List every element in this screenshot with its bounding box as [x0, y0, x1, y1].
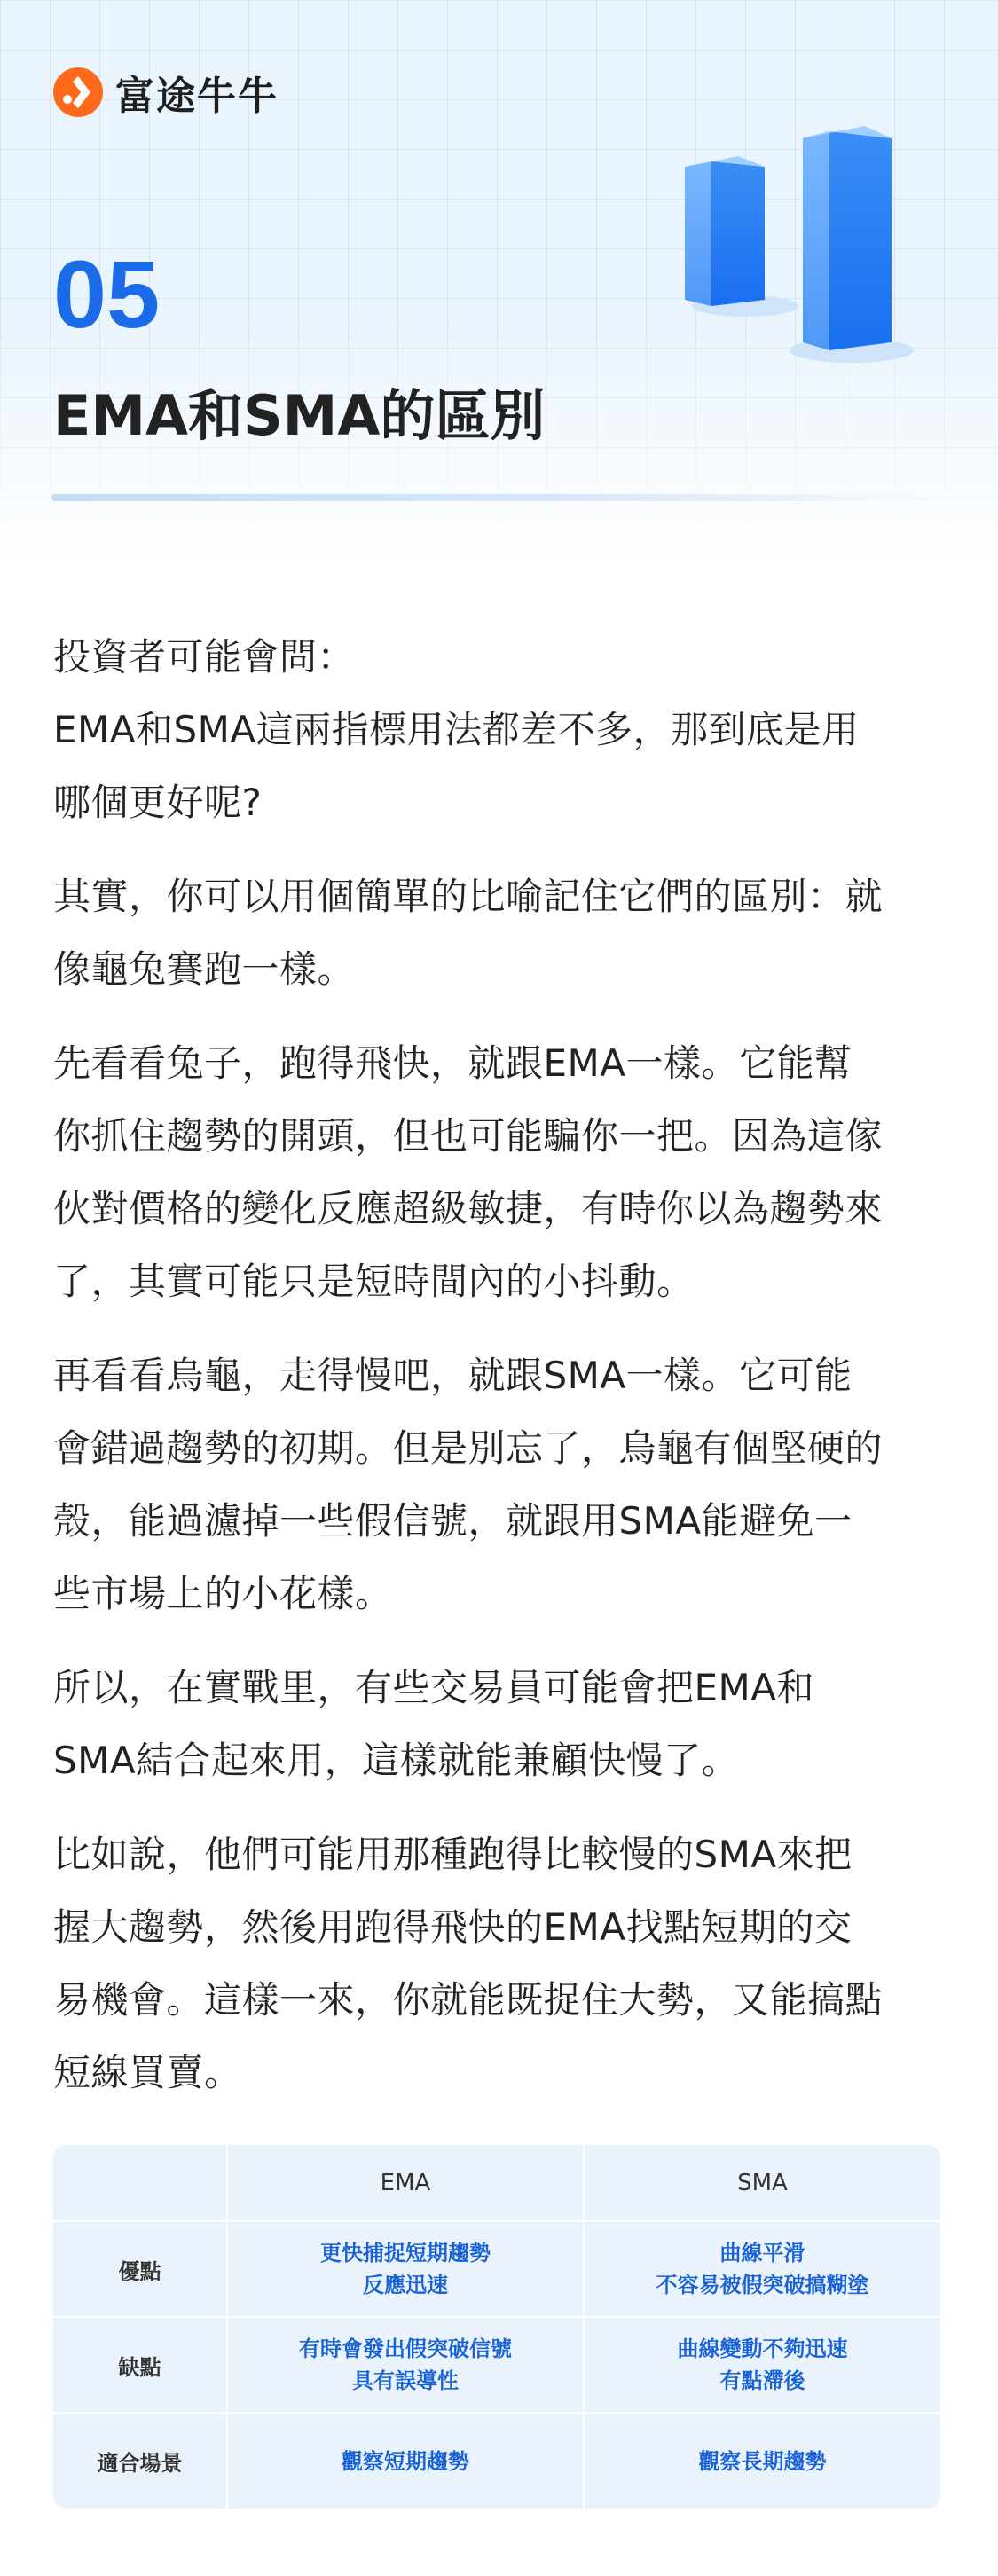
paragraph-line: 握大趨勢，然後用跑得飛快的EMA找點短期的交: [53, 1905, 853, 1949]
paragraph: [53, 1818, 949, 2109]
cell-line: 觀察短期趨勢: [342, 2448, 469, 2474]
section-number: 05: [53, 240, 161, 348]
paragraph-line: 比如說，他們可能用那種跑得比較慢的SMA來把: [53, 1833, 853, 1876]
cell-line: 具有誤導性: [352, 2368, 459, 2393]
cell-sma-pros: [584, 2221, 940, 2317]
cell-line: 反應迅速: [363, 2273, 448, 2297]
row-label-pros: 優點: [53, 2221, 227, 2317]
cell-line: 觀察長期趨勢: [698, 2448, 827, 2474]
cell-line: 曲線變動不夠迅速: [677, 2336, 848, 2361]
cell-ema-cons: [227, 2317, 584, 2413]
cell-line: 不容易被假突破搞糊塗: [656, 2273, 869, 2297]
comparison-table: [53, 2145, 940, 2509]
table-corner-cell: [53, 2145, 227, 2221]
paragraph: [53, 1339, 949, 1630]
paragraph: [53, 1652, 949, 1797]
cell-ema-pros: [227, 2221, 584, 2317]
paragraph-line: 其實，你可以用個簡單的比喻記住它們的區別：就: [53, 875, 884, 918]
paragraph-line: 殼，能過濾掉一些假信號，就跟用SMA能避免一: [53, 1499, 853, 1543]
row-label-cons: 缺點: [53, 2317, 227, 2413]
paragraph-line: 會錯過趨勢的初期。但是別忘了，烏龜有個堅硬的: [53, 1426, 884, 1470]
paragraph-line: 些市場上的小花樣。: [53, 1572, 393, 1615]
brand-logo: [51, 64, 279, 121]
column-header-sma: SMA: [584, 2145, 940, 2221]
cell-sma-cons: [584, 2317, 940, 2413]
table-row: [53, 2317, 940, 2413]
article-body: [53, 621, 949, 2131]
cell-line: 更快捕捉短期趨勢: [320, 2241, 491, 2266]
paragraph-line: 所以，在實戰里，有些交易員可能會把EMA和: [53, 1666, 815, 1709]
cell-line: 有點滯後: [719, 2368, 805, 2393]
column-header-ema: EMA: [227, 2145, 584, 2221]
paragraph: [53, 1027, 949, 1318]
paragraph-line: 再看看烏龜，走得慢吧，就跟SMA一樣。它可能: [53, 1354, 853, 1397]
paragraph-line: 伙對價格的變化反應超級敏捷，有時你以為趨勢來: [53, 1187, 884, 1230]
futu-logo-icon: [51, 66, 105, 119]
paragraph-line: 了，其實可能只是短時間內的小抖動。: [53, 1260, 695, 1303]
cell-sma-use-case: [584, 2413, 940, 2509]
section-title: EMA和SMA的區別: [53, 383, 546, 448]
paragraph-line: 哪個更好呢?: [53, 781, 263, 824]
brand-name: 富途牛牛: [115, 74, 279, 119]
paragraph-line: 易機會。這樣一來，你就能既捉住大勢，又能搞點: [53, 1978, 884, 2022]
paragraph: [53, 860, 949, 1006]
paragraph-line: 你抓住趨勢的開頭，但也可能騙你一把。因為這傢: [53, 1114, 884, 1158]
paragraph-line: 像龜兔賽跑一樣。: [53, 947, 356, 991]
paragraph-line: 先看看兔子，跑得飛快，就跟EMA一樣。它能幫: [53, 1041, 853, 1085]
table-row: [53, 2221, 940, 2317]
bar-chart-illustration-icon: [674, 115, 940, 373]
paragraph: [53, 621, 949, 839]
table-header-row: [53, 2145, 940, 2221]
paragraph-line: EMA和SMA這兩指標用法都差不多，那到底是用: [53, 708, 860, 751]
title-divider: [51, 494, 947, 501]
paragraph-line: SMA結合起來用，這樣就能兼顧快慢了。: [53, 1739, 740, 1782]
cell-line: 有時會發出假突破信號: [299, 2336, 512, 2361]
cell-line: 曲線平滑: [719, 2241, 805, 2266]
cell-ema-use-case: [227, 2413, 584, 2509]
row-label-use-case: 適合場景: [53, 2413, 227, 2509]
table-row: [53, 2413, 940, 2509]
paragraph-line: 短線買賣。: [53, 2051, 242, 2094]
paragraph-line: 投資者可能會問：: [53, 635, 356, 679]
